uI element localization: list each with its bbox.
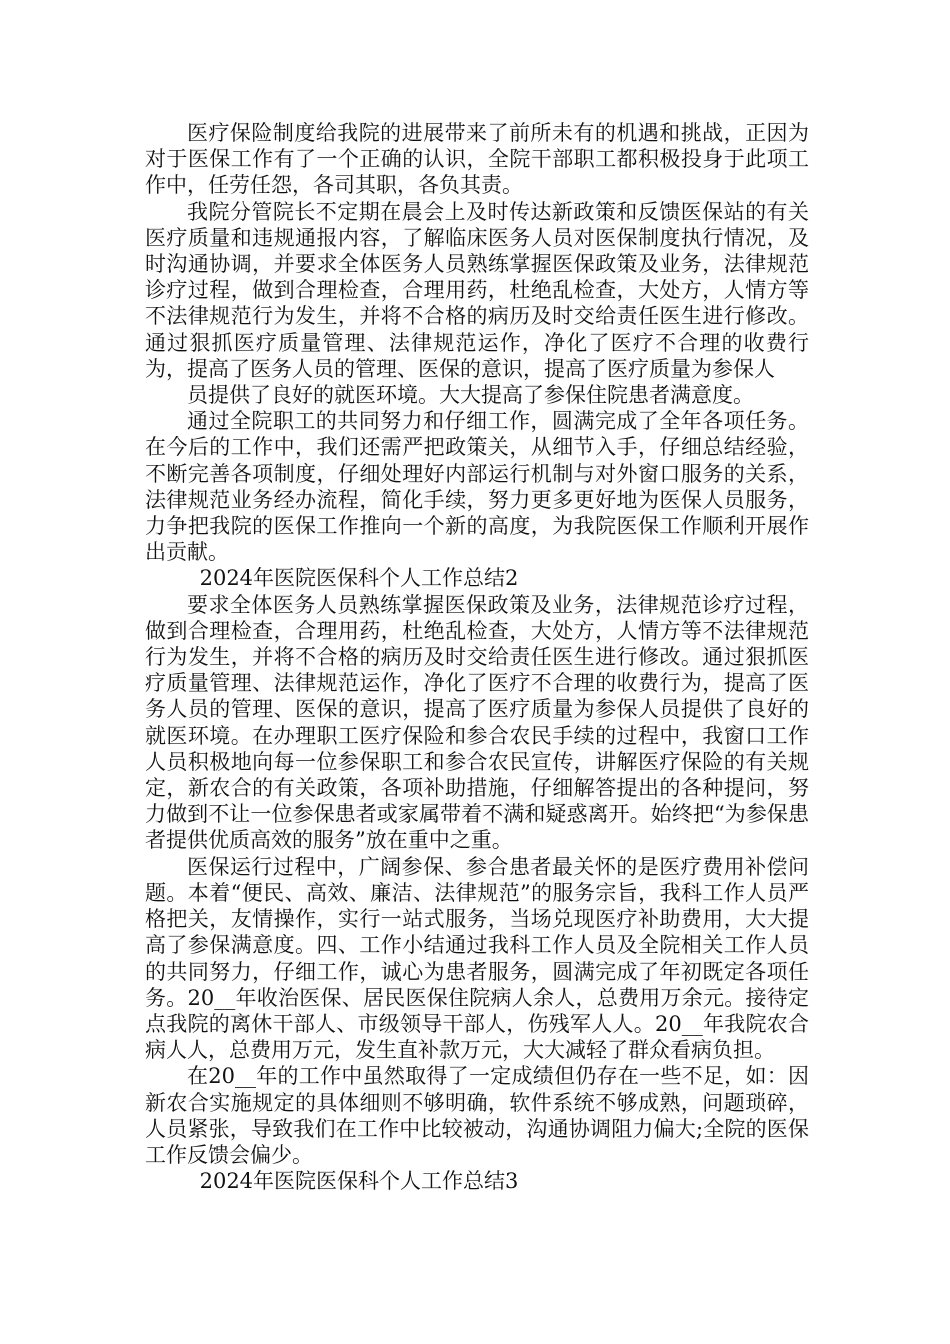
section-heading: 2024年医院医保科个人工作总结3 bbox=[199, 1169, 519, 1194]
document-body bbox=[145, 120, 809, 1194]
paragraph: 我院分管院长不定期在晨会上及时传达新政策和反馈医保站的有关医疗质量和违规通报内容，了解临床医务人员对医保制度执行情况，及时沟通协调，并要求全体医务人员熟练掌握医保政策及业务，法律规范诊疗过程，做到合理检查，合理用药，杜绝乱检查，大处方，人情方等不法律规范行为发生，并将不合格的病历及时交给责任医生进行修改。通过狠抓医疗质量管理、法律规范运作，净化了医疗不合理的收费行为，提高了医务人员的管理、医保的意识，提高了医疗质量为参保人 bbox=[145, 199, 809, 381]
paragraph: 在20__年的工作中虽然取得了一定成绩但仍存在一些不足，如：因新农合实施规定的具体细则不够明确，软件系统不够成熟，问题琐碎，人员紧张，导致我们在工作中比较被动，沟通协调阻力偏大;全院的医保工作反馈会偏少。 bbox=[145, 1064, 809, 1167]
paragraph: 医保运行过程中，广阔参保、参合患者最关怀的是医疗费用补偿问题。本着“便民、高效、廉洁、法律规范”的服务宗旨，我科工作人员严格把关，友情操作，实行一站式服务，当场兑现医疗补助费用，大大提高了参保满意度。四、工作小结通过我科工作人员及全院相关工作人员的共同努力，仔细工作，诚心为患者服务，圆满完成了年初既定各项任务。20__年收治医保、居民医保住院病人余人，总费用万余元。接待定点我院的离休干部人、市级领导干部人，伤残军人人。20__年我院农合病人人，总费用万元，发生直补款万元，大大减轻了群众看病负担。 bbox=[145, 854, 809, 1063]
paragraph: 通过全院职工的共同努力和仔细工作，圆满完成了全年各项任务。在今后的工作中，我们还需严把政策关，从细节入手，仔细总结经验，不断完善各项制度，仔细处理好内部运行机制与对外窗口服务的关系，法律规范业务经办流程，简化手续，努力更多更好地为医保人员服务，力争把我院的医保工作推向一个新的高度，为我院医保工作顺利开展作出贡献。 bbox=[145, 409, 809, 565]
paragraph: 员提供了良好的就医环境。大大提高了参保住院患者满意度。 bbox=[187, 383, 754, 408]
section-heading: 2024年医院医保科个人工作总结2 bbox=[199, 566, 519, 591]
paragraph: 要求全体医务人员熟练掌握医保政策及业务，法律规范诊疗过程，做到合理检查，合理用药，杜绝乱检查，大处方，人情方等不法律规范行为发生，并将不合格的病历及时交给责任医生进行修改。通过狠抓医疗质量管理、法律规范运作，净化了医疗不合理的收费行为，提高了医务人员的管理、医保的意识，提高了医疗质量为参保人员提供了良好的就医环境。在办理职工医疗保险和参合农民手续的过程中，我窗口工作人员积极地向每一位参保职工和参合农民宣传，讲解医疗保险的有关规定，新农合的有关政策，各项补助措施，仔细解答提出的各种提问，努力做到不让一位参保患者或家属带着不满和疑惑离开。始终把“为参保患者提供优质高效的服务”放在重中之重。 bbox=[145, 592, 809, 853]
paragraph: 医疗保险制度给我院的进展带来了前所未有的机遇和挑战，正因为对于医保工作有了一个正确的认识，全院干部职工都积极投身于此项工作中，任劳任怨，各司其职，各负其责。 bbox=[145, 121, 809, 198]
